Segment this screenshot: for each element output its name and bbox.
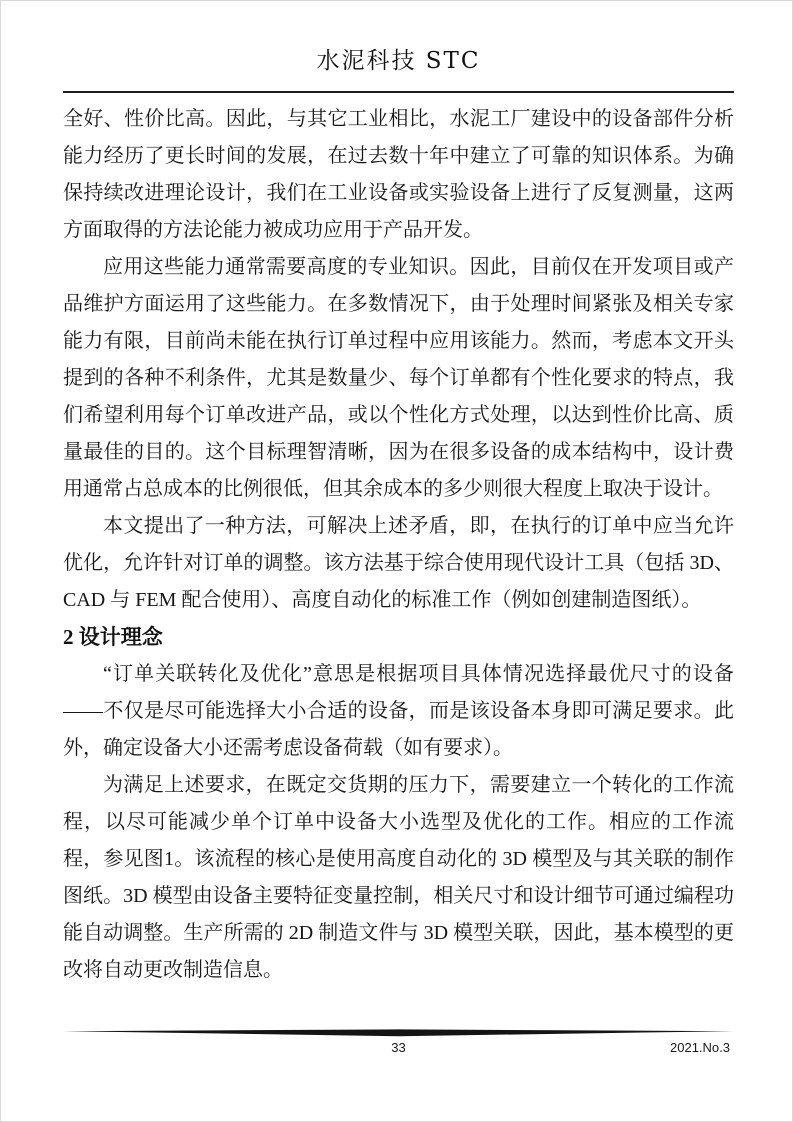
paragraph: 为满足上述要求，在既定交货期的压力下，需要建立一个转化的工作流程，以尽可能减少单个订单中设备大小选型及优化的工作。相应的工作流程，参见图1。该流程的核心是使用高度自动化的 3D 模型及与其关联的制作图纸。3D 模型由设备主要特征变量控制，相关尺寸和设计细节可通过编程功能自动调整。生产所需的 2D 制造文件与 3D 模型关联，因此，基本模型的更改将自动更改制造信息。 — [63, 774, 734, 981]
footer-rule — [63, 1029, 734, 1037]
header-rule — [63, 91, 734, 93]
paragraph-continuation: 全好、性价比高。因此，与其它工业相比，水泥工厂建设中的设备部件分析能力经历了更长时间的发展，在过去数十年中建立了可靠的知识体系。为确保持续改进理论设计，我们在工业设备或实验设备上进行了反复测量，这两方面取得的方法论能力被成功应用于产品开发。 — [63, 108, 734, 241]
issue-number: 2021.No.3 — [670, 1040, 730, 1055]
paragraph: “订单关联转化及优化”意思是根据项目具体情况选择最优尺寸的设备——不仅是尽可能选择大小合适的设备，而是该设备本身即可满足要求。此外，确定设备大小还需考虑设备荷载（如有要求）。 — [63, 663, 734, 759]
journal-title: 水泥科技 STC — [316, 48, 481, 74]
footer-row — [63, 1038, 734, 1060]
page-header — [63, 45, 734, 93]
paragraph: 应用这些能力通常需要高度的专业知识。因此，目前仅在开发项目或产品维护方面运用了这些能力。在多数情况下，由于处理时间紧张及相关专家能力有限，目前尚未能在执行订单过程中应用该能力。然而，考虑本文开头提到的各种不利条件，尤其是数量少、每个订单都有个性化要求的特点，我们希望利用每个订单改进产品，或以个性化方式处理，以达到性价比高、质量最佳的目的。这个目标理智清晰，因为在很多设备的成本结构中，设计费用通常占总成本的比例很低，但其余成本的多少则很大程度上取决于设计。 — [63, 256, 734, 500]
document-body — [63, 101, 734, 989]
section-heading: 2 设计理念 — [63, 625, 163, 649]
paragraph: 本文提出了一种方法，可解决上述矛盾，即，在执行的订单中应当允许优化，允许针对订单的调整。该方法基于综合使用现代设计工具（包括 3D、CAD 与 FEM 配合使用）、高度自动化的标准工作（例如创建制造图纸）。 — [63, 515, 734, 611]
page-number: 33 — [391, 1040, 406, 1055]
page-content — [63, 45, 734, 989]
page-footer — [63, 1029, 734, 1069]
